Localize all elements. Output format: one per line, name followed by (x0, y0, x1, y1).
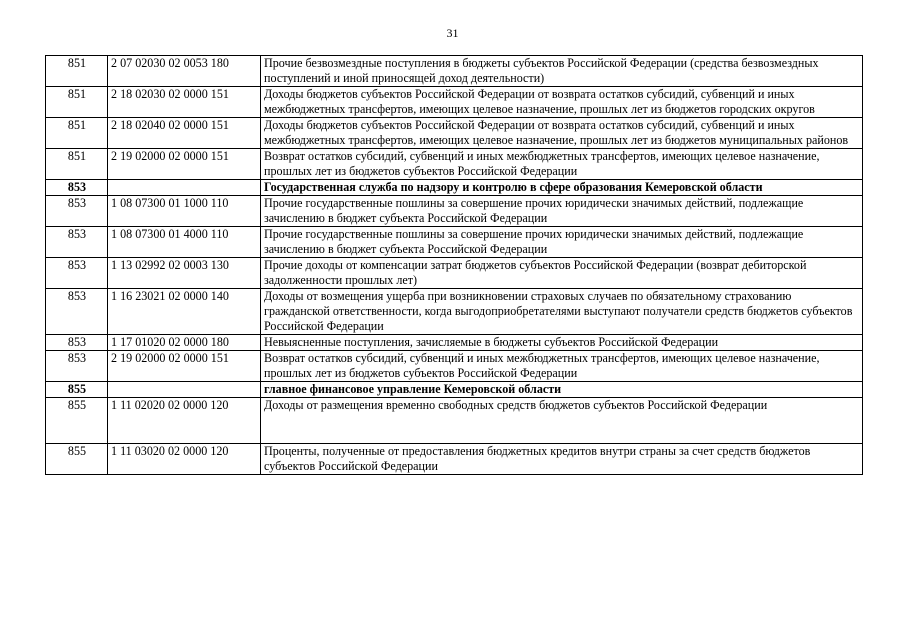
admin-code-cell: 855 (46, 382, 108, 398)
table-row (46, 398, 863, 444)
section-header-row (46, 180, 863, 196)
table-row (46, 289, 863, 335)
admin-code-cell: 855 (46, 398, 108, 444)
description-cell: Прочие доходы от компенсации затрат бюджетов субъектов Российской Федерации (возврат дебиторской задолженности прошлых лет) (261, 258, 863, 289)
table-body (46, 56, 863, 475)
admin-code-cell: 851 (46, 149, 108, 180)
admin-code-cell: 853 (46, 180, 108, 196)
budget-code-cell: 2 19 02000 02 0000 151 (108, 149, 261, 180)
table-row (46, 335, 863, 351)
budget-code-cell: 1 11 03020 02 0000 120 (108, 444, 261, 475)
table-row (46, 118, 863, 149)
table-row (46, 351, 863, 382)
table-row (46, 444, 863, 475)
budget-code-cell: 1 08 07300 01 1000 110 (108, 196, 261, 227)
revenue-codes-table (45, 55, 863, 475)
admin-code-cell: 853 (46, 351, 108, 382)
admin-code-cell: 855 (46, 444, 108, 475)
table-row (46, 56, 863, 87)
table-row (46, 258, 863, 289)
budget-code-cell: 1 17 01020 02 0000 180 (108, 335, 261, 351)
description-cell: главное финансовое управление Кемеровской области (261, 382, 863, 398)
description-cell: Возврат остатков субсидий, субвенций и иных межбюджетных трансфертов, имеющих целевое назначение, прошлых лет из бюджетов субъектов Российской Федерации (261, 149, 863, 180)
budget-code-cell: 1 16 23021 02 0000 140 (108, 289, 261, 335)
description-cell: Прочие государственные пошлины за совершение прочих юридически значимых действий, подлежащие зачислению в бюджет субъекта Российской Федерации (261, 196, 863, 227)
budget-code-cell: 2 07 02030 02 0053 180 (108, 56, 261, 87)
admin-code-cell: 853 (46, 196, 108, 227)
table-row (46, 196, 863, 227)
table-row (46, 149, 863, 180)
description-cell: Доходы от возмещения ущерба при возникновении страховых случаев по обязательному страхованию гражданской ответственности, когда выгодоприобретателями выступают получатели средств бюджетов субъектов Российской Федерации (261, 289, 863, 335)
description-cell: Государственная служба по надзору и контролю в сфере образования Кемеровской области (261, 180, 863, 196)
budget-code-cell: 1 08 07300 01 4000 110 (108, 227, 261, 258)
description-cell: Доходы бюджетов субъектов Российской Федерации от возврата остатков субсидий, субвенций и иных межбюджетных трансфертов, имеющих целевое назначение, прошлых лет из бюджетов муниципальных районов (261, 118, 863, 149)
budget-code-cell: 2 19 02000 02 0000 151 (108, 351, 261, 382)
budget-code-cell: 1 11 02020 02 0000 120 (108, 398, 261, 444)
admin-code-cell: 851 (46, 87, 108, 118)
admin-code-cell: 853 (46, 227, 108, 258)
budget-code-cell: 2 18 02030 02 0000 151 (108, 87, 261, 118)
budget-code-cell (108, 382, 261, 398)
description-cell: Доходы от размещения временно свободных средств бюджетов субъектов Российской Федерации (261, 398, 863, 444)
description-cell: Прочие безвозмездные поступления в бюджеты субъектов Российской Федерации (средства безвозмездных поступлений и иной приносящей доход деятельности) (261, 56, 863, 87)
admin-code-cell: 851 (46, 118, 108, 149)
table-row (46, 87, 863, 118)
table-row (46, 227, 863, 258)
admin-code-cell: 853 (46, 258, 108, 289)
budget-code-cell (108, 180, 261, 196)
admin-code-cell: 853 (46, 335, 108, 351)
section-header-row (46, 382, 863, 398)
description-cell: Возврат остатков субсидий, субвенций и иных межбюджетных трансфертов, имеющих целевое назначение, прошлых лет из бюджетов субъектов Российской Федерации (261, 351, 863, 382)
budget-code-cell: 1 13 02992 02 0003 130 (108, 258, 261, 289)
description-cell: Невыясненные поступления, зачисляемые в бюджеты субъектов Российской Федерации (261, 335, 863, 351)
page-number: 31 (446, 26, 459, 40)
description-cell: Доходы бюджетов субъектов Российской Федерации от возврата остатков субсидий, субвенций и иных межбюджетных трансфертов, имеющих целевое назначение, прошлых лет из бюджетов городских округов (261, 87, 863, 118)
admin-code-cell: 851 (46, 56, 108, 87)
description-cell: Проценты, полученные от предоставления бюджетных кредитов внутри страны за счет средств бюджетов субъектов Российской Федерации (261, 444, 863, 475)
description-cell: Прочие государственные пошлины за совершение прочих юридически значимых действий, подлежащие зачислению в бюджет субъекта Российской Федерации (261, 227, 863, 258)
budget-code-cell: 2 18 02040 02 0000 151 (108, 118, 261, 149)
admin-code-cell: 853 (46, 289, 108, 335)
